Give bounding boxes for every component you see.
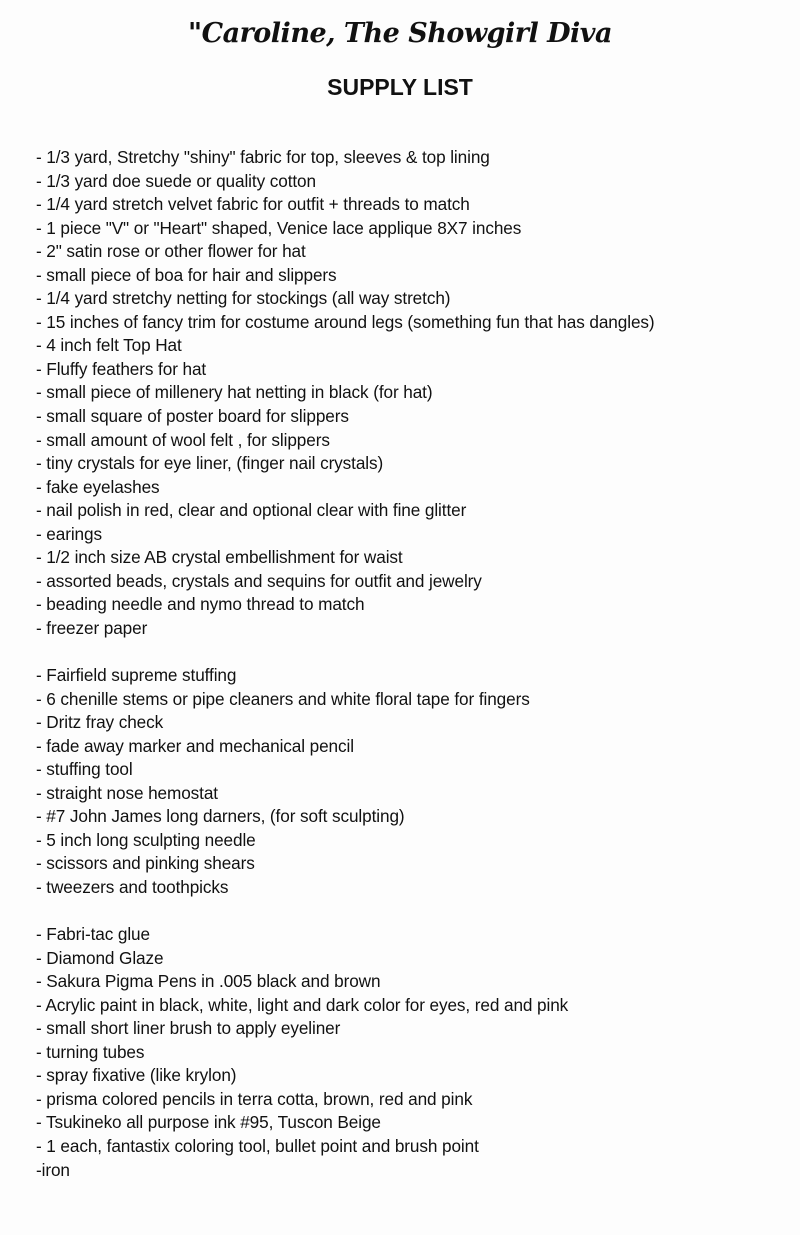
document-title: "Caroline, The Showgirl Diva xyxy=(188,18,612,49)
list-item: - 1/2 inch size AB crystal embellishment for waist xyxy=(36,547,403,568)
list-item: - fade away marker and mechanical pencil xyxy=(36,735,354,756)
list-item: - spray fixative (like krylon) xyxy=(36,1065,237,1086)
list-item: - small piece of boa for hair and slippers xyxy=(36,264,337,285)
list-item: - 1/4 yard stretch velvet fabric for outfit + threads to match xyxy=(36,194,470,215)
list-item: - 1 each, fantastix coloring tool, bullet point and brush point xyxy=(36,1135,479,1156)
list-item: - straight nose hemostat xyxy=(36,782,218,803)
list-item: - 1 piece "V" or "Heart" shaped, Venice lace applique 8X7 inches xyxy=(36,217,522,238)
list-item: - fake eyelashes xyxy=(36,476,160,497)
list-item: -iron xyxy=(36,1159,70,1180)
list-item: - 2" satin rose or other flower for hat xyxy=(36,241,306,262)
list-item: - nail polish in red, clear and optional clear with fine glitter xyxy=(36,500,467,521)
list-item: - Acrylic paint in black, white, light and dark color for eyes, red and pink xyxy=(36,994,569,1015)
list-item: - small short liner brush to apply eyeliner xyxy=(36,1018,341,1039)
list-item: - prisma colored pencils in terra cotta, brown, red and pink xyxy=(36,1088,473,1109)
list-item: - Fairfield supreme stuffing xyxy=(36,665,237,686)
list-item: - 1/3 yard doe suede or quality cotton xyxy=(36,170,316,191)
list-item: - turning tubes xyxy=(36,1041,145,1062)
list-item: - Tsukineko all purpose ink #95, Tuscon Beige xyxy=(36,1112,381,1133)
list-item: - Fluffy feathers for hat xyxy=(36,358,207,379)
list-item: - #7 John James long darners, (for soft sculpting) xyxy=(36,806,405,827)
list-item: - scissors and pinking shears xyxy=(36,853,255,874)
list-item: - 6 chenille stems or pipe cleaners and white floral tape for fingers xyxy=(36,688,530,709)
list-item: - freezer paper xyxy=(36,617,148,638)
list-item: - 1/3 yard, Stretchy "shiny" fabric for top, sleeves & top lining xyxy=(36,147,490,167)
list-item: - 15 inches of fancy trim for costume around legs (something fun that has dangles) xyxy=(36,311,655,332)
list-item: - 5 inch long sculpting needle xyxy=(36,829,256,850)
list-item: - small amount of wool felt , for slippers xyxy=(36,429,330,450)
list-item: - small piece of millenery hat netting in black (for hat) xyxy=(36,382,433,403)
list-item: - Dritz fray check xyxy=(36,712,164,733)
document-subtitle: SUPPLY LIST xyxy=(327,74,473,100)
list-item: - tiny crystals for eye liner, (finger nail crystals) xyxy=(36,453,384,474)
list-item: - beading needle and nymo thread to match xyxy=(36,594,365,615)
list-item: - earings xyxy=(36,523,102,544)
list-item: - 4 inch felt Top Hat xyxy=(36,335,182,356)
list-spacer xyxy=(36,640,796,664)
list-item: - Sakura Pigma Pens in .005 black and brown xyxy=(36,971,381,992)
list-item: - Diamond Glaze xyxy=(36,947,164,968)
supply-list xyxy=(36,146,796,1182)
list-item: - tweezers and toothpicks xyxy=(36,876,229,897)
list-item: - small square of poster board for slippers xyxy=(36,406,349,427)
list-spacer xyxy=(36,900,796,924)
list-item: - Fabri-tac glue xyxy=(36,924,150,945)
list-item: - assorted beads, crystals and sequins for outfit and jewelry xyxy=(36,570,482,591)
list-item: - stuffing tool xyxy=(36,759,133,780)
list-item: - 1/4 yard stretchy netting for stockings (all way stretch) xyxy=(36,288,451,309)
